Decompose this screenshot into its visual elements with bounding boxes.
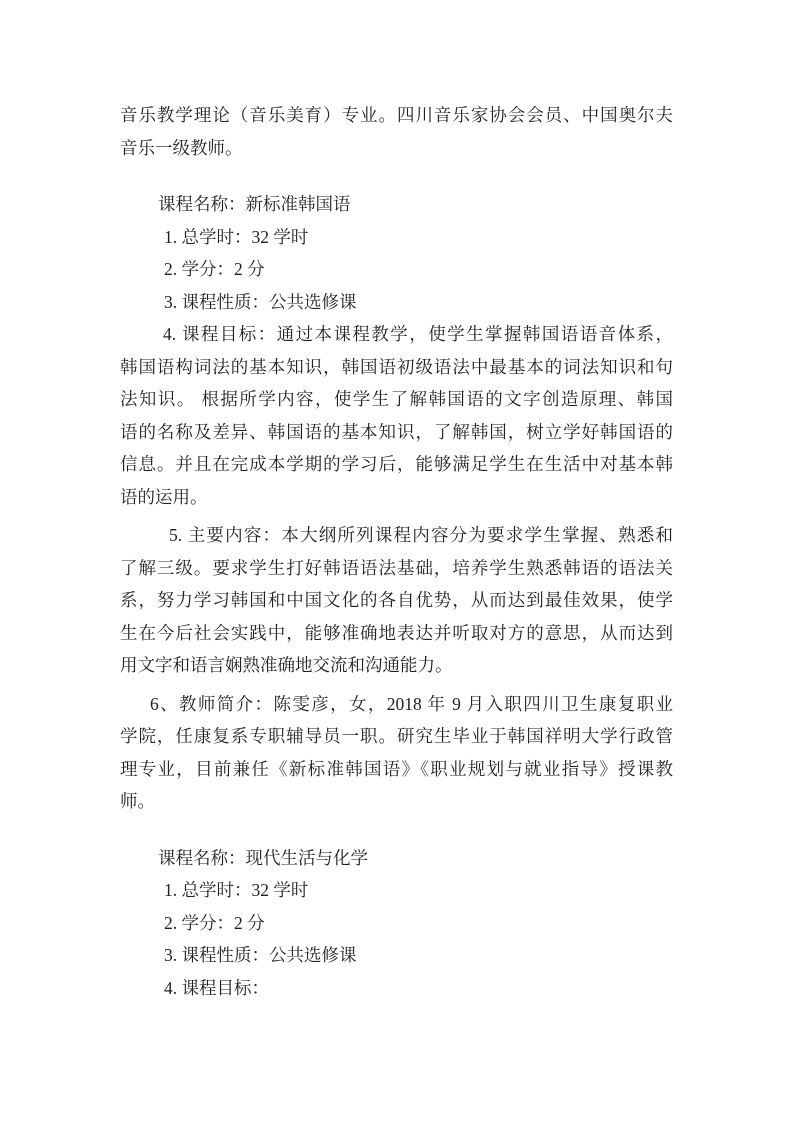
text-line: 语的名称及差异、韩国语的基本知识，了解韩国，树立学好韩国语的 xyxy=(120,421,673,442)
text-line: 韩国语构词法的基本知识，韩国语初级语法中最基本的词法知识和句 xyxy=(120,356,673,377)
blank-line xyxy=(120,164,673,188)
text-line: 法知识。 根据所学内容，使学生了解韩国语的文字创造原理、韩国 xyxy=(120,389,673,409)
text-line: 了解三级。要求学生打好韩语语法基础，培养学生熟悉韩语的语法关 xyxy=(120,557,673,578)
blank-line xyxy=(120,818,673,842)
text-line: 6、教师简介：陈雯彦，女，2018 年 9 月入职四川卫生康复职业 xyxy=(150,693,673,714)
course-objective-label: 4. 课程目标： xyxy=(164,977,269,998)
text-line: 用文字和语言娴熟准确地交流和沟通能力。 xyxy=(120,655,453,675)
text-line: 语的运用。 xyxy=(120,486,208,507)
course-nature-line: 3. 课程性质：公共选修课 xyxy=(164,945,357,965)
total-hours-line: 1. 总学时：32 学时 xyxy=(164,226,309,247)
text-line: 5. 主要内容：本大纲所列课程内容分为要求学生掌握、熟悉和 xyxy=(169,525,673,545)
text-line: 音乐教学理论（音乐美育）专业。四川音乐家协会会员、中国奥尔夫 xyxy=(120,105,673,125)
course-section-korean xyxy=(120,188,673,818)
course-nature-line: 3. 课程性质：公共选修课 xyxy=(164,291,357,312)
text-line: 学院，任康复系专职辅导员一职。研究生毕业于韩国祥明大学行政管 xyxy=(120,726,673,746)
total-hours-line: 1. 总学时：32 学时 xyxy=(164,880,309,900)
teacher-intro-paragraph xyxy=(120,688,673,818)
text-line: 信息。并且在完成本学期的学习后，能够满足学生在生活中对基本韩 xyxy=(120,454,673,474)
text-line: 系，努力学习韩国和中国文化的各自优势，从而达到最佳效果，使学 xyxy=(120,590,673,610)
intro-paragraph xyxy=(120,99,673,164)
text-line: 4. 课程目标：通过本课程教学，使学生掌握韩国语语音体系， xyxy=(163,324,673,344)
credit-line: 2. 学分：2 分 xyxy=(164,259,265,279)
course-objective-paragraph xyxy=(120,318,673,513)
course-section-chemistry xyxy=(120,842,673,1005)
course-name-line: 课程名称：现代生活与化学 xyxy=(158,847,368,868)
text-line: 音乐一级教师。 xyxy=(120,137,243,158)
text-line: 师。 xyxy=(120,791,155,811)
text-line: 生在今后社会实践中，能够准确地表达并听取对方的意思，从而达到 xyxy=(120,622,673,643)
credit-line: 2. 学分：2 分 xyxy=(164,912,265,933)
text-line: 理专业，目前兼任《新标准韩国语》《职业规划与就业指导》授课教 xyxy=(120,758,673,779)
main-content-paragraph xyxy=(120,519,673,682)
course-name-line: 课程名称：新标准韩国语 xyxy=(158,194,351,214)
